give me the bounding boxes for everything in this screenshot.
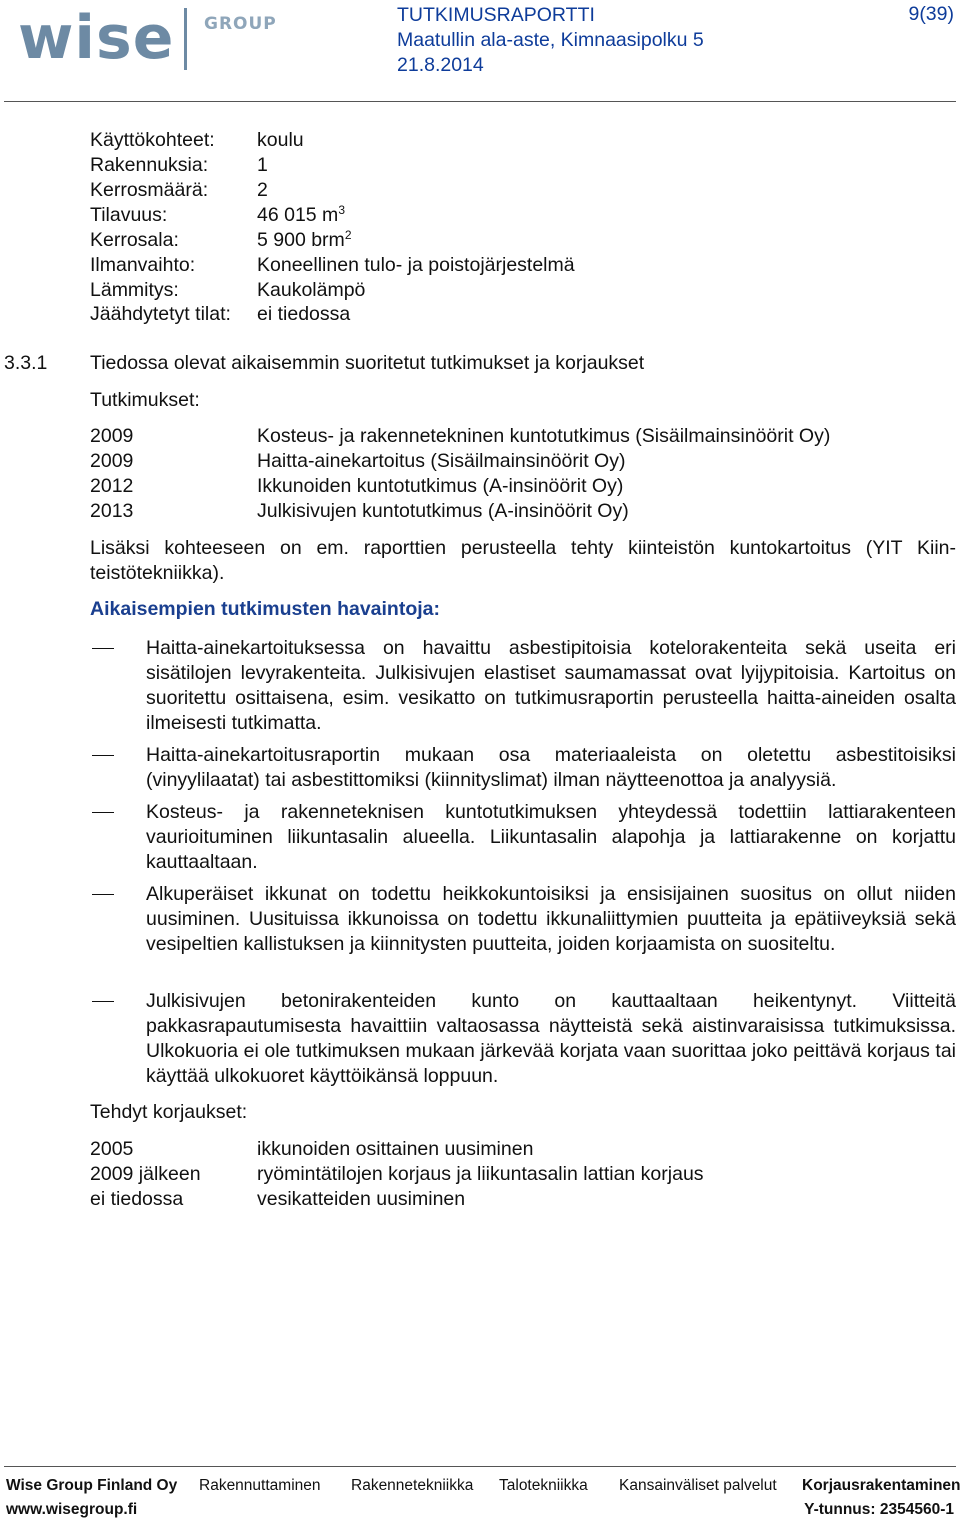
- footer-company: Wise Group Finland Oy: [6, 1477, 178, 1494]
- report-date: 21.8.2014: [397, 54, 484, 76]
- footer-website[interactable]: www.wisegroup.fi: [6, 1501, 138, 1518]
- logo-wordmark: wise: [18, 3, 175, 73]
- studies-label: Tutkimukset:: [90, 389, 200, 411]
- area-value: 5 900 brm: [257, 229, 345, 251]
- finding-item: Haitta-ainekartoitusraportin mukaan osa materiaaleista on oletettu asbestitoisiksi (vinyylilaatat) tai asbestittomiksi (kiinnityslimat) ilman näytteenottoa ja analyysiä.: [146, 744, 956, 791]
- repair-description: ryömintätilojen korjaus ja liikuntasalin lattian korjaus: [257, 1163, 704, 1185]
- property-label: Kerrosala:: [90, 229, 179, 251]
- study-title: Ikkunoiden kuntotutkimus (A-insinöörit Oy): [257, 475, 624, 497]
- company-logo: [18, 3, 277, 73]
- repair-description: ikkunoiden osittainen uusiminen: [257, 1138, 534, 1160]
- property-value-area: [257, 228, 352, 253]
- footer-service: Rakennetekniikka: [351, 1477, 474, 1494]
- area-unit-exponent: 2: [344, 228, 352, 242]
- property-label: Rakennuksia:: [90, 154, 209, 176]
- repair-year: ei tiedossa: [90, 1188, 184, 1210]
- logo-divider: [184, 8, 187, 70]
- header-rule: [4, 101, 956, 102]
- property-value-volume: [257, 203, 345, 228]
- study-title: Julkisivujen kuntotutkimus (A-insinöörit Oy): [257, 500, 629, 522]
- report-type: TUTKIMUSRAPORTTI: [397, 4, 595, 26]
- report-location: Maatullin ala-aste, Kimnaasipolku 5: [397, 29, 704, 51]
- property-label: Ilmanvaihto:: [90, 254, 196, 276]
- section-number: 3.3.1: [4, 352, 48, 374]
- page-number: 9(39): [908, 3, 954, 25]
- study-year: 2009: [90, 425, 134, 447]
- footer-service: Rakennuttaminen: [199, 1477, 321, 1494]
- bullet-dash: [92, 755, 114, 756]
- bullet-dash: [92, 894, 114, 895]
- property-value: koulu: [257, 129, 304, 151]
- property-value: 1: [257, 154, 268, 176]
- study-title: Kosteus- ja rakennetekninen kuntotutkimus (Sisäilmainsinöörit Oy): [257, 425, 831, 447]
- finding-item: Julkisivujen betonirakenteiden kunto on kauttaaltaan heikentynyt. Viitteitä pakkasrapautumisesta havaittiin valtaosassa näytteistä sekä aistinvaraisissa tutkimuksissa. Ulkokuoria ei ole tutkimuksen mukaan järkevää korjata vaan suorittaa joko peittävä korjaus tai käyttää ulkokuoret käyttöikänsä loppuun.: [146, 990, 956, 1087]
- repair-year: 2005: [90, 1138, 134, 1160]
- study-year: 2009: [90, 450, 134, 472]
- extra-survey-line: Lisäksi kohteeseen on em. raporttien perusteella tehty kiinteistön kuntokartoitus (YIT Kiin-: [90, 537, 956, 559]
- section-title: Tiedossa olevat aikaisemmin suoritetut tutkimukset ja korjaukset: [90, 352, 645, 374]
- finding-item: Haitta-ainekartoituksessa on havaittu asbestipitoisia kotelorakenteita sekä useita eri sisätilojen levyrakenteita. Julkisivujen elastiset saumamassat ovat lyijypitoisia. Kartoitus on suoritettu osittaisena, esim. vesikatto on tutkimusraportin perusteella haitta-aineiden osalta ilmeisesti tutkimatta.: [146, 637, 956, 734]
- volume-value: 46 015 m: [257, 204, 339, 226]
- property-value: ei tiedossa: [257, 303, 351, 325]
- footer-service: Talotekniikka: [499, 1477, 588, 1494]
- property-value: Koneellinen tulo- ja poistojärjestelmä: [257, 254, 575, 276]
- bullet-dash: [92, 648, 114, 649]
- footer-rule: [4, 1466, 956, 1467]
- footer-business-id: Y-tunnus: 2354560-1: [804, 1501, 954, 1518]
- property-label: Jäähdytetyt tilat:: [90, 303, 231, 325]
- volume-unit-exponent: 3: [338, 203, 345, 217]
- extra-survey-line-end: teistötekniikka).: [90, 562, 225, 584]
- study-year: 2012: [90, 475, 134, 497]
- logo-group-text: GROUP: [204, 14, 277, 34]
- property-value: Kaukolämpö: [257, 279, 366, 301]
- study-title: Haitta-ainekartoitus (Sisäilmainsinöörit Oy): [257, 450, 626, 472]
- property-label: Kerrosmäärä:: [90, 179, 209, 201]
- footer-service: Korjausrakentaminen: [802, 1477, 960, 1494]
- property-label: Käyttökohteet:: [90, 129, 215, 151]
- finding-item: Alkuperäiset ikkunat on todettu heikkokuntoisiksi ja ensisijainen suositus on ollut niiden uusiminen. Uusituissa ikkunoissa on todettu ikkunaliittymien puutteita ja epätiiveyksiä sekä vesipeltien kallistuksen ja kiinnitysten puutteita, joiden korjaamista on suositeltu.: [146, 883, 956, 955]
- bullet-dash: [92, 812, 114, 813]
- finding-item: Kosteus- ja rakenneteknisen kuntotutkimuksen yhteydessä todettiin lattiarakenteen vaurioituminen liikuntasalin alueella. Liikuntasalin alapohja ja lattiarakenne on korjattu kauttaaltaan.: [146, 801, 956, 873]
- property-label: Lämmitys:: [90, 279, 179, 301]
- study-year: 2013: [90, 500, 134, 522]
- property-label: Tilavuus:: [90, 204, 168, 226]
- findings-heading: Aikaisempien tutkimusten havaintoja:: [90, 598, 441, 620]
- repair-description: vesikatteiden uusiminen: [257, 1188, 466, 1210]
- repairs-label: Tehdyt korjaukset:: [90, 1101, 248, 1123]
- repair-year: 2009 jälkeen: [90, 1163, 201, 1185]
- property-value: 2: [257, 179, 268, 201]
- bullet-dash: [92, 1001, 114, 1002]
- footer-service: Kansainväliset palvelut: [619, 1477, 777, 1494]
